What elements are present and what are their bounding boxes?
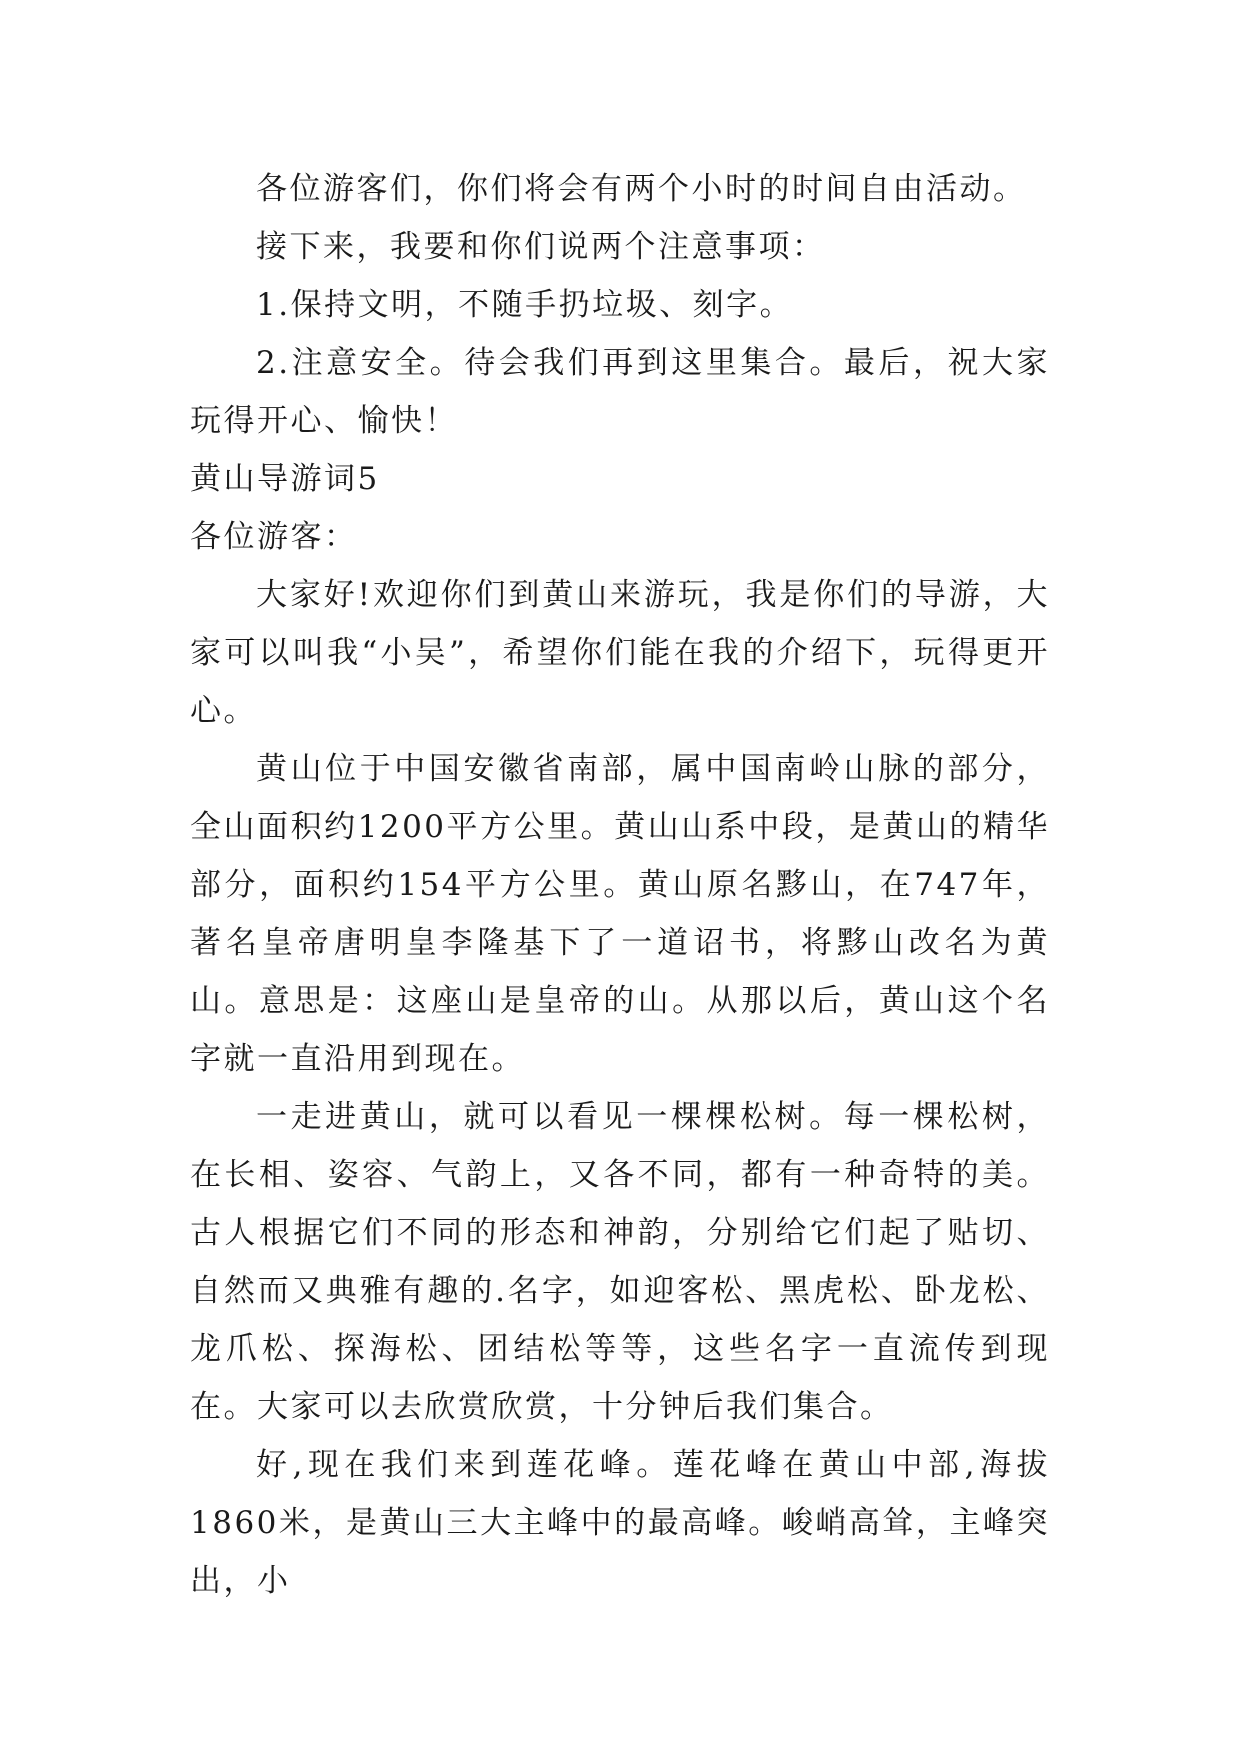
paragraph-free-time: 各位游客们，你们将会有两个小时的时间自由活动。 [256,171,1027,207]
paragraph-notice-1: 1.保持文明，不随手扔垃圾、刻字。 [256,287,794,323]
salutation: 各位游客： [190,519,358,555]
paragraph-notices-intro: 接下来，我要和你们说两个注意事项： [256,229,826,265]
paragraph-notice-2: 2.注意安全。待会我们再到这里集合。最后，祝大家玩得开心、愉快！ [190,345,1050,439]
paragraph-location: 黄山位于中国安徽省南部，属中国南岭山脉的部分，全山面积约1200平方公里。黄山山系中段，是黄山的精华部分，面积约154平方公里。黄山原名黟山，在747年，著名皇帝唐明皇李隆基下了一道诏书，将黟山改名为黄山。意思是：这座山是皇帝的山。从那以后，黄山这个名字就一直沿用到现在。 [190,751,1050,1077]
paragraph-lotus-peak: 好,现在我们来到莲花峰。莲花峰在黄山中部,海拔1860米，是黄山三大主峰中的最高峰。峻峭高耸，主峰突出，小 [190,1447,1050,1599]
paragraph-welcome: 大家好!欢迎你们到黄山来游玩，我是你们的导游，大家可以叫我“小吴”，希望你们能在我的介绍下，玩得更开心。 [190,577,1050,729]
document-body [190,160,1050,1610]
paragraph-pines: 一走进黄山，就可以看见一棵棵松树。每一棵松树，在长相、姿容、气韵上，又各不同，都有一种奇特的美。古人根据它们不同的形态和神韵，分别给它们起了贴切、自然而又典雅有趣的.名字，如迎客松、黑虎松、卧龙松、龙爪松、探海松、团结松等等，这些名字一直流传到现在。大家可以去欣赏欣赏，十分钟后我们集合。 [190,1099,1050,1425]
section-heading: 黄山导游词5 [190,461,380,497]
